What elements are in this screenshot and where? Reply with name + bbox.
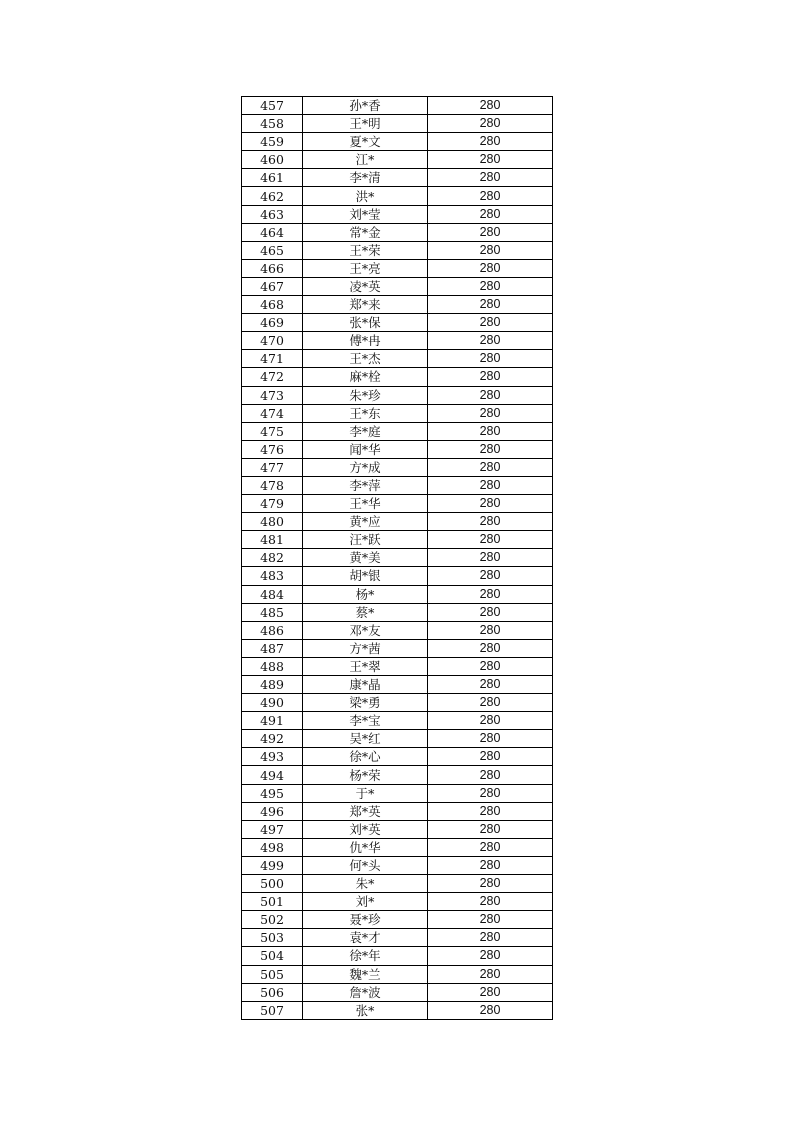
- name-cell: 徐*年: [303, 947, 428, 965]
- roster-table: [241, 96, 553, 1020]
- row-number-cell: 480: [242, 513, 303, 531]
- amount-cell: 280: [428, 1001, 553, 1019]
- name-cell: 方*茜: [303, 639, 428, 657]
- row-number-cell: 466: [242, 259, 303, 277]
- row-number-cell: 496: [242, 802, 303, 820]
- table-row: [242, 495, 553, 513]
- name-cell: 江*: [303, 151, 428, 169]
- amount-cell: 280: [428, 368, 553, 386]
- row-number-cell: 497: [242, 820, 303, 838]
- amount-cell: 280: [428, 820, 553, 838]
- row-number-cell: 463: [242, 205, 303, 223]
- amount-cell: 280: [428, 639, 553, 657]
- name-cell: 于*: [303, 784, 428, 802]
- table-row: [242, 549, 553, 567]
- amount-cell: 280: [428, 694, 553, 712]
- row-number-cell: 487: [242, 639, 303, 657]
- amount-cell: 280: [428, 422, 553, 440]
- amount-cell: 280: [428, 784, 553, 802]
- table-row: [242, 567, 553, 585]
- row-number-cell: 458: [242, 115, 303, 133]
- name-cell: 何*头: [303, 856, 428, 874]
- table-row: [242, 151, 553, 169]
- amount-cell: 280: [428, 223, 553, 241]
- row-number-cell: 462: [242, 187, 303, 205]
- amount-cell: 280: [428, 458, 553, 476]
- row-number-cell: 471: [242, 350, 303, 368]
- row-number-cell: 479: [242, 495, 303, 513]
- table-row: [242, 440, 553, 458]
- row-number-cell: 505: [242, 965, 303, 983]
- amount-cell: 280: [428, 838, 553, 856]
- amount-cell: 280: [428, 241, 553, 259]
- name-cell: 邓*友: [303, 621, 428, 639]
- row-number-cell: 474: [242, 404, 303, 422]
- row-number-cell: 504: [242, 947, 303, 965]
- name-cell: 黄*美: [303, 549, 428, 567]
- name-cell: 詹*波: [303, 983, 428, 1001]
- name-cell: 杨*荣: [303, 766, 428, 784]
- name-cell: 夏*文: [303, 133, 428, 151]
- row-number-cell: 460: [242, 151, 303, 169]
- name-cell: 朱*珍: [303, 386, 428, 404]
- table-row: [242, 368, 553, 386]
- name-cell: 朱*: [303, 875, 428, 893]
- row-number-cell: 464: [242, 223, 303, 241]
- table-row: [242, 856, 553, 874]
- amount-cell: 280: [428, 603, 553, 621]
- name-cell: 王*翠: [303, 657, 428, 675]
- row-number-cell: 502: [242, 911, 303, 929]
- name-cell: 郑*英: [303, 802, 428, 820]
- amount-cell: 280: [428, 332, 553, 350]
- table-row: [242, 404, 553, 422]
- name-cell: 闻*华: [303, 440, 428, 458]
- amount-cell: 280: [428, 386, 553, 404]
- amount-cell: 280: [428, 730, 553, 748]
- table-row: [242, 585, 553, 603]
- table-row: [242, 893, 553, 911]
- table-row: [242, 296, 553, 314]
- amount-cell: 280: [428, 947, 553, 965]
- name-cell: 李*宝: [303, 712, 428, 730]
- amount-cell: 280: [428, 875, 553, 893]
- amount-cell: 280: [428, 893, 553, 911]
- row-number-cell: 465: [242, 241, 303, 259]
- name-cell: 孙*香: [303, 97, 428, 115]
- row-number-cell: 476: [242, 440, 303, 458]
- row-number-cell: 503: [242, 929, 303, 947]
- table-row: [242, 169, 553, 187]
- row-number-cell: 500: [242, 875, 303, 893]
- table-row: [242, 784, 553, 802]
- amount-cell: 280: [428, 585, 553, 603]
- amount-cell: 280: [428, 657, 553, 675]
- name-cell: 王*荣: [303, 241, 428, 259]
- name-cell: 刘*莹: [303, 205, 428, 223]
- roster-table-body: [242, 97, 553, 1020]
- table-row: [242, 386, 553, 404]
- name-cell: 王*东: [303, 404, 428, 422]
- table-row: [242, 97, 553, 115]
- table-row: [242, 422, 553, 440]
- amount-cell: 280: [428, 911, 553, 929]
- row-number-cell: 501: [242, 893, 303, 911]
- row-number-cell: 492: [242, 730, 303, 748]
- name-cell: 方*成: [303, 458, 428, 476]
- table-row: [242, 223, 553, 241]
- row-number-cell: 498: [242, 838, 303, 856]
- name-cell: 刘*: [303, 893, 428, 911]
- table-row: [242, 639, 553, 657]
- name-cell: 李*庭: [303, 422, 428, 440]
- name-cell: 凌*英: [303, 277, 428, 295]
- amount-cell: 280: [428, 712, 553, 730]
- name-cell: 魏*兰: [303, 965, 428, 983]
- table-row: [242, 476, 553, 494]
- name-cell: 胡*银: [303, 567, 428, 585]
- name-cell: 王*华: [303, 495, 428, 513]
- amount-cell: 280: [428, 549, 553, 567]
- table-row: [242, 603, 553, 621]
- table-row: [242, 332, 553, 350]
- name-cell: 李*清: [303, 169, 428, 187]
- amount-cell: 280: [428, 856, 553, 874]
- amount-cell: 280: [428, 97, 553, 115]
- table-row: [242, 205, 553, 223]
- amount-cell: 280: [428, 676, 553, 694]
- amount-cell: 280: [428, 965, 553, 983]
- name-cell: 李*萍: [303, 476, 428, 494]
- table-row: [242, 911, 553, 929]
- row-number-cell: 493: [242, 748, 303, 766]
- table-row: [242, 820, 553, 838]
- row-number-cell: 459: [242, 133, 303, 151]
- row-number-cell: 478: [242, 476, 303, 494]
- name-cell: 黄*应: [303, 513, 428, 531]
- name-cell: 王*亮: [303, 259, 428, 277]
- amount-cell: 280: [428, 567, 553, 585]
- row-number-cell: 489: [242, 676, 303, 694]
- table-row: [242, 277, 553, 295]
- row-number-cell: 486: [242, 621, 303, 639]
- row-number-cell: 461: [242, 169, 303, 187]
- name-cell: 张*保: [303, 314, 428, 332]
- row-number-cell: 468: [242, 296, 303, 314]
- row-number-cell: 483: [242, 567, 303, 585]
- table-row: [242, 350, 553, 368]
- row-number-cell: 469: [242, 314, 303, 332]
- name-cell: 麻*栓: [303, 368, 428, 386]
- row-number-cell: 495: [242, 784, 303, 802]
- amount-cell: 280: [428, 404, 553, 422]
- row-number-cell: 481: [242, 531, 303, 549]
- row-number-cell: 506: [242, 983, 303, 1001]
- name-cell: 张*: [303, 1001, 428, 1019]
- row-number-cell: 475: [242, 422, 303, 440]
- table-row: [242, 694, 553, 712]
- table-row: [242, 802, 553, 820]
- row-number-cell: 477: [242, 458, 303, 476]
- name-cell: 刘*英: [303, 820, 428, 838]
- amount-cell: 280: [428, 748, 553, 766]
- table-row: [242, 187, 553, 205]
- table-row: [242, 458, 553, 476]
- name-cell: 傅*冉: [303, 332, 428, 350]
- name-cell: 洪*: [303, 187, 428, 205]
- row-number-cell: 507: [242, 1001, 303, 1019]
- row-number-cell: 484: [242, 585, 303, 603]
- table-row: [242, 115, 553, 133]
- amount-cell: 280: [428, 277, 553, 295]
- row-number-cell: 472: [242, 368, 303, 386]
- table-row: [242, 875, 553, 893]
- amount-cell: 280: [428, 115, 553, 133]
- amount-cell: 280: [428, 169, 553, 187]
- table-row: [242, 929, 553, 947]
- amount-cell: 280: [428, 802, 553, 820]
- table-row: [242, 241, 553, 259]
- amount-cell: 280: [428, 513, 553, 531]
- row-number-cell: 467: [242, 277, 303, 295]
- name-cell: 蔡*: [303, 603, 428, 621]
- amount-cell: 280: [428, 476, 553, 494]
- amount-cell: 280: [428, 151, 553, 169]
- table-row: [242, 712, 553, 730]
- table-row: [242, 259, 553, 277]
- amount-cell: 280: [428, 133, 553, 151]
- name-cell: 聂*珍: [303, 911, 428, 929]
- row-number-cell: 457: [242, 97, 303, 115]
- row-number-cell: 482: [242, 549, 303, 567]
- table-row: [242, 657, 553, 675]
- name-cell: 徐*心: [303, 748, 428, 766]
- table-row: [242, 133, 553, 151]
- table-row: [242, 676, 553, 694]
- table-row: [242, 766, 553, 784]
- amount-cell: 280: [428, 531, 553, 549]
- name-cell: 王*杰: [303, 350, 428, 368]
- table-row: [242, 730, 553, 748]
- name-cell: 康*晶: [303, 676, 428, 694]
- row-number-cell: 491: [242, 712, 303, 730]
- amount-cell: 280: [428, 440, 553, 458]
- table-row: [242, 748, 553, 766]
- table-row: [242, 314, 553, 332]
- amount-cell: 280: [428, 187, 553, 205]
- row-number-cell: 488: [242, 657, 303, 675]
- amount-cell: 280: [428, 205, 553, 223]
- name-cell: 王*明: [303, 115, 428, 133]
- row-number-cell: 470: [242, 332, 303, 350]
- name-cell: 袁*才: [303, 929, 428, 947]
- table-row: [242, 965, 553, 983]
- amount-cell: 280: [428, 766, 553, 784]
- name-cell: 梁*勇: [303, 694, 428, 712]
- amount-cell: 280: [428, 495, 553, 513]
- name-cell: 郑*来: [303, 296, 428, 314]
- amount-cell: 280: [428, 350, 553, 368]
- row-number-cell: 490: [242, 694, 303, 712]
- amount-cell: 280: [428, 296, 553, 314]
- table-row: [242, 838, 553, 856]
- row-number-cell: 485: [242, 603, 303, 621]
- row-number-cell: 499: [242, 856, 303, 874]
- name-cell: 杨*: [303, 585, 428, 603]
- name-cell: 吴*红: [303, 730, 428, 748]
- amount-cell: 280: [428, 314, 553, 332]
- table-row: [242, 621, 553, 639]
- row-number-cell: 473: [242, 386, 303, 404]
- name-cell: 汪*跃: [303, 531, 428, 549]
- table-row: [242, 513, 553, 531]
- amount-cell: 280: [428, 983, 553, 1001]
- table-row: [242, 983, 553, 1001]
- name-cell: 常*金: [303, 223, 428, 241]
- table-row: [242, 1001, 553, 1019]
- amount-cell: 280: [428, 929, 553, 947]
- amount-cell: 280: [428, 259, 553, 277]
- name-cell: 仇*华: [303, 838, 428, 856]
- row-number-cell: 494: [242, 766, 303, 784]
- table-row: [242, 947, 553, 965]
- amount-cell: 280: [428, 621, 553, 639]
- table-row: [242, 531, 553, 549]
